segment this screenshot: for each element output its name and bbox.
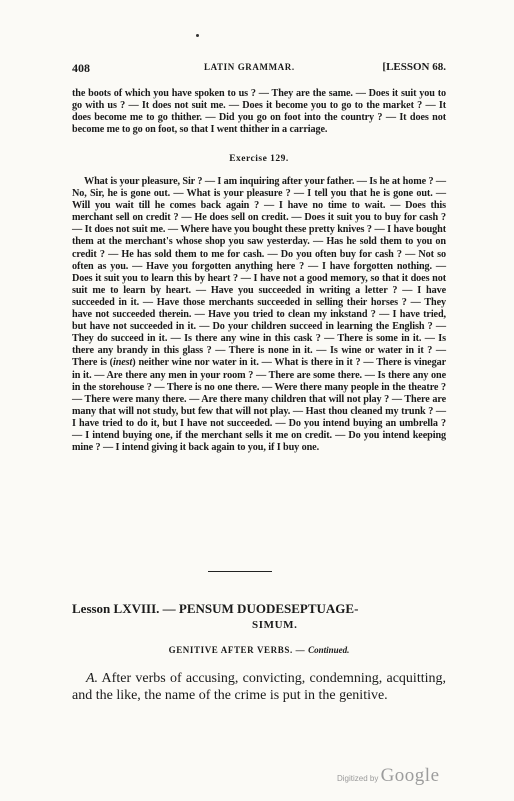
lesson-title: Lesson LXVIII. — PENSUM DUODESEPTUAGE- bbox=[72, 601, 359, 616]
digitized-watermark bbox=[337, 765, 440, 787]
google-logo: Google bbox=[380, 765, 440, 786]
paragraph-text: After verbs of accusing, convicting, condemning, acquitting, and the like, the name of the crime is put in the genitive. bbox=[72, 671, 446, 703]
italic-word: inest bbox=[112, 357, 133, 369]
lesson-heading bbox=[72, 601, 452, 633]
page-number: 408 bbox=[72, 61, 90, 75]
running-title: LATIN GRAMMAR. bbox=[204, 62, 295, 72]
lesson-title-continued: SIMUM. bbox=[252, 619, 298, 631]
subheading-continued: Continued. bbox=[308, 645, 350, 655]
section-divider bbox=[208, 571, 272, 572]
paragraph-label: A. bbox=[86, 671, 99, 686]
section-subheading bbox=[72, 645, 446, 655]
watermark-prefix: Digitized by bbox=[337, 774, 381, 783]
rule-paragraph bbox=[72, 670, 446, 704]
ink-speck bbox=[196, 34, 199, 37]
exercise-text-part-1: What is your pleasure, Sir ? — I am inquiring after your father. — Is he at home ? — No, Sir, he is gone out. — What is your pleasure ? — I tell you that he is gone out. — Will you wait till he comes back again ? — I have no time to wait. — Does this merchant sell on credit ? — He does sell on credit. — Does it suit you to buy for cash ? — It does not suit me. — Where have you bought these pretty knives ? — I have bought them at the merchant's whose shop you saw yesterday. — Has he sold them to you on credit ? — He has sold them to me for cash. — Do you often buy for cash ? — Not so often as you. — Have you forgotten anything here ? — I have forgotten nothing. — Does it suit you to learn this by heart ? — I have not a good memory, so that it does not suit me to learn by heart. — Have you succeeded in writing a letter ? — I have succeeded in it. — Have those merchants succeeded in selling their horses ? — They have not succeeded therein. — Have you tried to clean my inkstand ? — I have tried, but have not succeeded in it. — Do your children succeed in learning the English ? — They do succeed in it. — Is there any wine in this cask ? — There is some in it. — Is there any brandy in this glass ? — There is none in it. — Is wine or water in it ? — There is ( bbox=[72, 176, 446, 369]
running-header bbox=[72, 61, 446, 79]
continuation-paragraph: the boots of which you have spoken to us ? — They are the same. — Does it suit you to go with us ? — It does not suit me. — Does it become you to go to the market ? — It does become me to go thither. — Did you go on foot into the country ? — It does not become me to go on foot, so that I went thither in a carriage. bbox=[72, 88, 446, 136]
exercise-text bbox=[72, 176, 446, 454]
subheading-text: GENITIVE AFTER VERBS. — bbox=[168, 645, 309, 655]
lesson-reference: [LESSON 68. bbox=[382, 61, 446, 73]
exercise-text-part-2: ) neither wine nor water in it. — What is there in it ? — There is vinegar in it. — Are there any men in your room ? — There are some there. — Is there any one in the storehouse ? — There is no one there. — Were there many people in the theatre ? — There were many there. — Are there many children that will not play ? — There are many that will not study, but few that will not play. — Hast thou cleaned my trunk ? — I have tried to do it, but I have not succeeded. — Do you intend buying an umbrella ? — I intend buying one, if the merchant sells it me on credit. — Do you intend keeping mine ? — I intend giving it back again to you, if I buy one. bbox=[72, 357, 446, 454]
exercise-heading: Exercise 129. bbox=[229, 154, 289, 164]
